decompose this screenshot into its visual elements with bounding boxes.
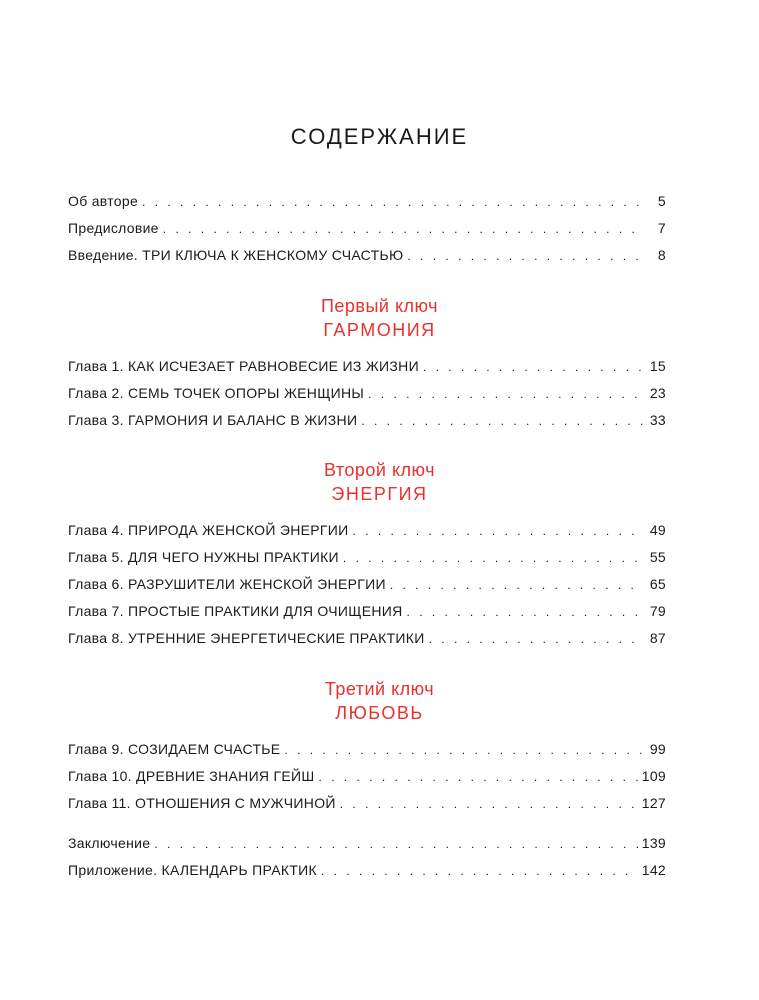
toc-entry-chapter-3[interactable] <box>68 407 666 434</box>
toc-entry-title: Приложение. КАЛЕНДАРЬ ПРАКТИК <box>68 862 317 878</box>
section-key: Третий ключ <box>324 679 435 699</box>
toc-entry-conclusion[interactable] <box>68 830 666 857</box>
toc-entry-title: Глава 8. УТРЕННИЕ ЭНЕРГЕТИЧЕСКИЕ ПРАКТИКИ <box>68 630 425 646</box>
toc-entry-page: 87 <box>649 630 666 646</box>
toc-entry-appendix[interactable] <box>68 857 666 884</box>
toc-entry-page: 5 <box>657 193 666 209</box>
toc-entry-title: Введение. ТРИ КЛЮЧА К ЖЕНСКОМУ СЧАСТЬЮ <box>68 247 404 263</box>
dot-leader <box>321 858 638 885</box>
toc-section-1 <box>68 353 666 434</box>
toc-entry-page: 33 <box>649 412 666 428</box>
toc-entry-title: Глава 7. ПРОСТЫЕ ПРАКТИКИ ДЛЯ ОЧИЩЕНИЯ <box>68 603 403 619</box>
toc-section-3 <box>68 736 666 817</box>
toc-entry-page: 23 <box>649 385 666 401</box>
toc-entry-page: 109 <box>641 768 666 784</box>
section-heading-3 <box>0 677 759 725</box>
toc-entry-preface[interactable] <box>68 215 666 242</box>
toc-entry-title: Об авторе <box>68 193 139 209</box>
toc-entry-page: 15 <box>649 358 666 374</box>
dot-leader <box>423 354 644 381</box>
section-key: Первый ключ <box>320 296 439 316</box>
toc-entry-chapter-5[interactable] <box>68 544 666 571</box>
dot-leader <box>343 545 644 572</box>
toc-entry-page: 55 <box>649 549 666 565</box>
toc-entry-title: Глава 3. ГАРМОНИЯ И БАЛАНС В ЖИЗНИ <box>68 412 358 428</box>
toc-entry-title: Глава 6. РАЗРУШИТЕЛИ ЖЕНСКОЙ ЭНЕРГИИ <box>68 576 386 592</box>
section-key: Второй ключ <box>323 460 436 480</box>
dot-leader <box>368 381 644 408</box>
toc-entry-page: 127 <box>641 795 666 811</box>
toc-entry-page: 49 <box>649 522 666 538</box>
dot-leader <box>361 408 644 435</box>
toc-entry-page: 142 <box>641 862 666 878</box>
dot-leader <box>340 791 638 818</box>
toc-entry-page: 65 <box>649 576 666 592</box>
toc-entry-chapter-10[interactable] <box>68 763 666 790</box>
toc-entry-chapter-8[interactable] <box>68 625 666 652</box>
toc-entry-title: Предисловие <box>68 220 159 236</box>
toc-entry-page: 7 <box>657 220 666 236</box>
section-name: ЛЮБОВЬ <box>335 703 424 723</box>
dot-leader <box>353 518 644 545</box>
toc-entry-chapter-2[interactable] <box>68 380 666 407</box>
toc-entry-title: Глава 1. КАК ИСЧЕЗАЕТ РАВНОВЕСИЕ ИЗ ЖИЗНИ <box>68 358 419 374</box>
dot-leader <box>407 599 644 626</box>
dot-leader <box>163 216 644 243</box>
toc-entry-title: Глава 2. СЕМЬ ТОЧЕК ОПОРЫ ЖЕНЩИНЫ <box>68 385 365 401</box>
toc-entry-title: Глава 9. СОЗИДАЕМ СЧАСТЬЕ <box>68 741 281 757</box>
dot-leader <box>429 626 644 653</box>
toc-outro <box>68 830 666 884</box>
page-title: СОДЕРЖАНИЕ <box>290 124 469 149</box>
toc-entry-title: Глава 4. ПРИРОДА ЖЕНСКОЙ ЭНЕРГИИ <box>68 522 349 538</box>
toc-entry-chapter-11[interactable] <box>68 790 666 817</box>
toc-entry-about-author[interactable] <box>68 188 666 215</box>
toc-entry-page: 79 <box>649 603 666 619</box>
toc-entry-chapter-6[interactable] <box>68 571 666 598</box>
toc-entry-chapter-9[interactable] <box>68 736 666 763</box>
toc-entry-page: 99 <box>649 741 666 757</box>
toc-entry-chapter-1[interactable] <box>68 353 666 380</box>
toc-entry-title: Глава 11. ОТНОШЕНИЯ С МУЖЧИНОЙ <box>68 795 336 811</box>
toc-entry-title: Глава 10. ДРЕВНИЕ ЗНАНИЯ ГЕЙШ <box>68 768 315 784</box>
dot-leader <box>407 243 644 270</box>
section-name: ГАРМОНИЯ <box>323 320 436 340</box>
toc-entry-title: Заключение <box>68 835 151 851</box>
dot-leader <box>319 764 638 791</box>
dot-leader <box>284 737 644 764</box>
toc-entry-page: 139 <box>641 835 666 851</box>
dot-leader <box>154 831 637 858</box>
toc-entry-chapter-7[interactable] <box>68 598 666 625</box>
toc-entry-title: Глава 5. ДЛЯ ЧЕГО НУЖНЫ ПРАКТИКИ <box>68 549 339 565</box>
dot-leader <box>390 572 644 599</box>
toc-intro <box>68 188 666 269</box>
toc-entry-introduction[interactable] <box>68 242 666 269</box>
section-heading-2 <box>0 458 759 506</box>
toc-entry-chapter-4[interactable] <box>68 517 666 544</box>
dot-leader <box>142 189 644 216</box>
toc-section-2 <box>68 517 666 652</box>
section-heading-1 <box>0 294 759 342</box>
toc-entry-page: 8 <box>657 247 666 263</box>
section-name: ЭНЕРГИЯ <box>331 484 428 504</box>
